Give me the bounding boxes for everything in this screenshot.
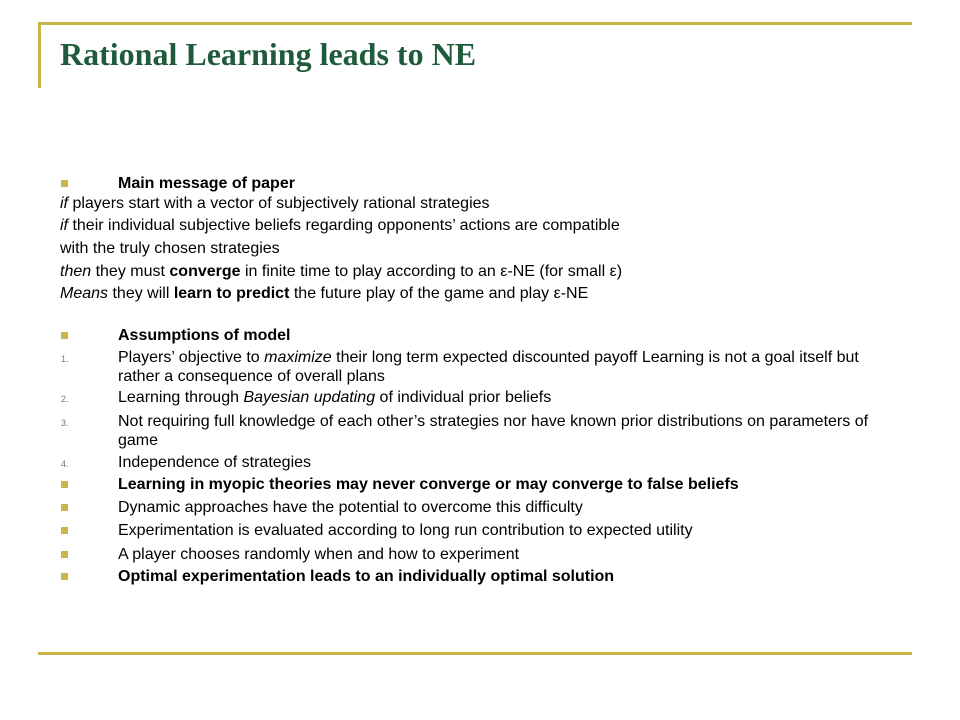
bottom-rule [38,652,912,655]
section1-line-4 [60,262,622,281]
item-text: Players’ objective to [118,349,265,366]
bullet-item-2: Dynamic approaches have the potential to overcome this difficulty [118,499,583,516]
bullet-marker [61,551,68,558]
line-text: they will [108,285,174,302]
item-text: their long term expected discounted payoff Learning is not a goal itself but rather a consequence of overall plans [118,349,859,385]
section2-heading: Assumptions of model [118,327,291,344]
list-number: 4. [61,459,69,469]
bullet-marker [61,504,68,511]
bullet-item-5: Optimal experimentation leads to an individually optimal solution [118,568,615,585]
line-lead: if [60,217,68,234]
assumption-item-2 [118,388,878,407]
line-strong: learn to predict [173,285,290,302]
line-rest: their individual subjective beliefs regarding opponents’ actions are compatible [68,217,620,234]
bullet-item-3: Experimentation is evaluated according to long run contribution to expected utility [118,522,693,539]
section1-line-2 [60,216,620,235]
bullet-item-4: A player chooses randomly when and how to experiment [118,546,520,563]
top-rule [38,22,912,25]
bullet-item-1: Learning in myopic theories may never converge or may converge to false beliefs [118,476,739,493]
line-rest: the future play of the game and play ε-NE [289,285,589,302]
section1-line-5 [60,284,588,303]
list-number: 2. [61,394,69,404]
line-text: they must [91,263,170,280]
line-lead: then [60,263,92,280]
line-strong: converge [169,263,241,280]
bullet-marker [61,573,68,580]
bullet-marker [61,180,68,187]
list-number: 1. [61,354,69,364]
bullet-marker [61,527,68,534]
line-lead: Means [60,285,109,302]
line-lead: if [60,195,68,212]
left-rule [38,22,41,88]
section1-line-1 [60,194,490,213]
list-number: 3. [61,418,69,428]
item-text: of individual prior beliefs [375,389,552,406]
item-emphasis: maximize [264,349,332,366]
line-rest: in finite time to play according to an ε-NE (for small ε) [240,263,623,280]
assumption-item-3: Not requiring full knowledge of each other’s strategies nor have known prior distributions on parameters of game [118,413,869,449]
bullet-marker [61,332,68,339]
assumption-item-1 [118,348,878,386]
section1-heading: Main message of paper [118,175,295,192]
slide-title: Rational Learning leads to NE [60,36,477,72]
assumption-item-4: Independence of strategies [118,454,312,471]
section1-line-3: with the truly chosen strategies [60,240,280,257]
item-text: Learning through [118,389,244,406]
item-emphasis: Bayesian updating [243,389,376,406]
bullet-marker [61,481,68,488]
line-rest: players start with a vector of subjectively rational strategies [68,195,490,212]
